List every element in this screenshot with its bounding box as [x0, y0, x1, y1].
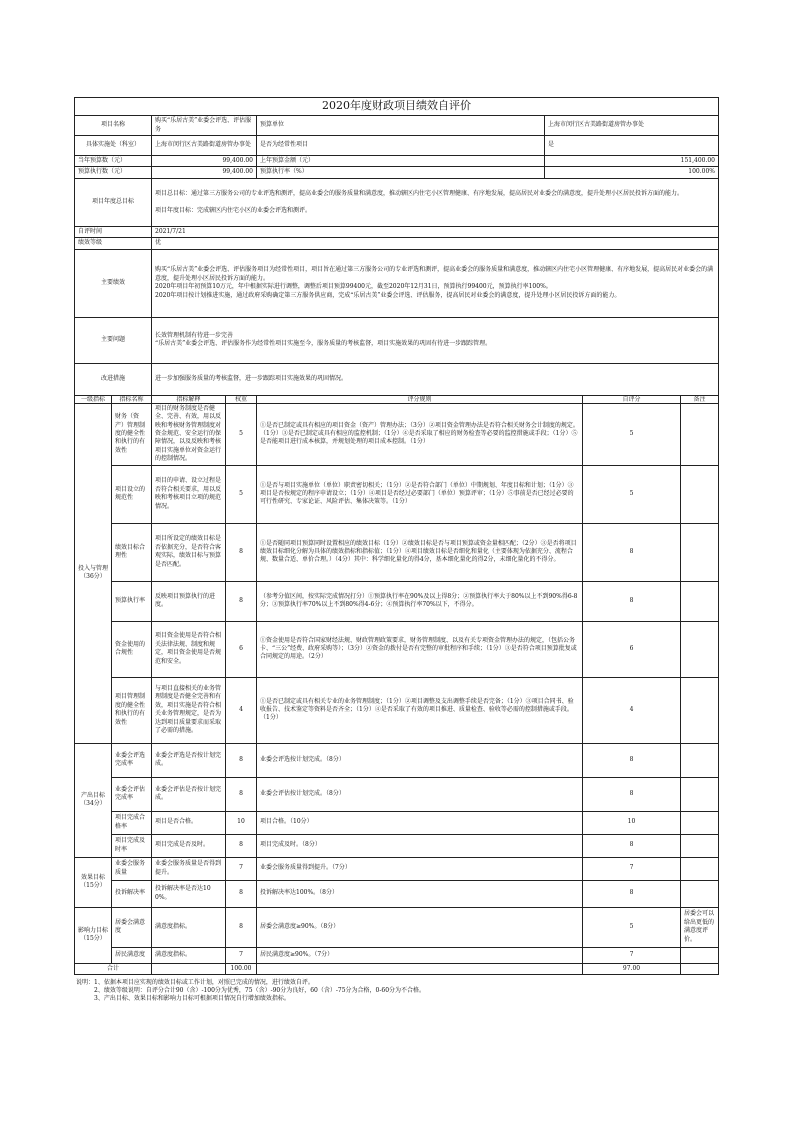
indicator-explain: 与项目直接相关的业务管理制度是否健全完善和有效，项目实施是否符合相关业务管理规定，是否为达到项目质量要求而采取了必需的措施。 — [152, 677, 226, 743]
indicator-score: 8 — [583, 880, 681, 907]
indicator-row — [75, 834, 719, 857]
indicator-row — [75, 743, 719, 777]
total-row — [75, 963, 719, 974]
header-level1: 一级指标 — [75, 395, 112, 403]
indicator-weight: 5 — [226, 403, 257, 465]
indicator-note — [681, 777, 719, 811]
indicator-score: 7 — [583, 947, 681, 963]
indicator-weight: 8 — [226, 581, 257, 621]
header-indicator: 指标名称 — [112, 395, 152, 403]
grade-value: 优 — [152, 238, 719, 249]
group-label-effect: 效果目标 （15分） — [75, 857, 112, 907]
indicator-name: 业委会评选完成率 — [112, 743, 152, 777]
indicator-row — [75, 811, 719, 834]
impl-dept-label: 具体实施处（科室） — [75, 136, 152, 156]
indicator-note — [681, 743, 719, 777]
indicator-rule: ①是否已制定或具有相应的项目资金（资产）管理办法；（3分）②项目资金管理办法是否符合相关财务会计制度的规定。（1分）③是否已制定或具有相应的监控机制；（1分）④是否采取了相应的财务检查等必要的监控措施或手段；（1分）⑤是否能项目进行成本核算，并规划处理的项目成本控制。（1分） — [257, 403, 583, 465]
indicator-weight: 10 — [226, 811, 257, 834]
eval-time-label: 自评时间 — [75, 226, 152, 237]
indicator-note — [681, 523, 719, 581]
indicator-rule: （参考分值区间，按实际完成情况打分）①预算执行率在90%及以上得8分；②预算执行率大于80%以上不到90%得6-8分；③预算执行率70%以上不到80%得4-6分；④预算执行率70%以下，不得分。 — [257, 581, 583, 621]
indicator-weight: 7 — [226, 947, 257, 963]
budget-last-label: 上年预算金额（元） — [257, 156, 545, 167]
evaluation-table — [74, 97, 719, 975]
indicator-note — [681, 811, 719, 834]
footnotes — [74, 979, 718, 1003]
total-note-blank — [681, 963, 719, 974]
indicator-rule: 业委会服务质量得到提升。（7分） — [257, 857, 583, 880]
indicator-weight: 8 — [226, 834, 257, 857]
footnote-line: 3、产出目标、效果目标和影响力目标可根据项目情况自行增加绩效指标。 — [76, 995, 290, 1003]
header-rule: 评分规则 — [257, 395, 583, 403]
indicator-name: 资金使用的合规性 — [112, 621, 152, 677]
indicator-score: 6 — [583, 621, 681, 677]
header-explain: 指标解释 — [152, 395, 226, 403]
footnote-line: 说明：1、依据本项目应实现的绩效目标或工作计划，对照已完成的情况，进行绩效自评。 — [76, 979, 314, 987]
exec-amount-label: 预算执行数（元） — [75, 167, 152, 178]
indicator-rule: 业委会评选按计划完成。（8分） — [257, 743, 583, 777]
indicator-note — [681, 834, 719, 857]
indicator-note — [681, 857, 719, 880]
indicator-name: 财务（资产）管理制度的健全性和执行的有效性 — [112, 403, 152, 465]
indicator-score: 8 — [583, 523, 681, 581]
indicator-rule: ①资金使用是否符合国家财经法规、财政管理政策要求，财务管理制度、以及有关专项资金管理办法的规定，（包括公务卡、“三公”经费、政府采购等）；（3分）②资金的拨付是否有完整的审批程序和手续；（1分）③是否符合项目预算批复或合同规定的用途。（2分） — [257, 621, 583, 677]
indicator-row — [75, 581, 719, 621]
indicator-row — [75, 880, 719, 907]
perf-label: 主要绩效 — [75, 249, 152, 317]
indicator-explain: 项目资金使用是否符合相关法律法规、制度和规定，项目资金使用是否规范和安全。 — [152, 621, 226, 677]
indicator-explain: 项目完成是否及时。 — [152, 834, 226, 857]
indicator-note — [681, 581, 719, 621]
indicator-score: 8 — [583, 743, 681, 777]
indicator-weight: 8 — [226, 777, 257, 811]
group-label-input: 投入与管理 （36分） — [75, 403, 112, 743]
indicator-explain: 反映项目预算执行的进度。 — [152, 581, 226, 621]
total-label: 合计 — [75, 963, 152, 974]
exec-amount: 99,400.00 — [152, 167, 257, 178]
group-label-impact: 影响力目标 （15分） — [75, 907, 112, 963]
indicator-explain: 业委会服务质量是否得到提升。 — [152, 857, 226, 880]
indicator-weight: 5 — [226, 465, 257, 523]
indicator-score: 7 — [583, 857, 681, 880]
indicator-explain: 项目是否合格。 — [152, 811, 226, 834]
indicator-weight: 6 — [226, 621, 257, 677]
exec-rate-label: 预算执行率（%） — [257, 167, 545, 178]
indicator-weight: 7 — [226, 857, 257, 880]
indicator-row — [75, 857, 719, 880]
indicator-note — [681, 880, 719, 907]
indicator-header-row — [75, 395, 719, 403]
indicator-rule: 居民满意度≥90%。（7分） — [257, 947, 583, 963]
indicator-score: 4 — [583, 677, 681, 743]
indicator-note — [681, 677, 719, 743]
indicator-explain: 业委会评估是否按计划完成。 — [152, 777, 226, 811]
indicator-row — [75, 403, 719, 465]
grade-label: 绩效等级 — [75, 238, 152, 249]
indicator-score: 5 — [583, 907, 681, 947]
indicator-name: 绩效目标合理性 — [112, 523, 152, 581]
indicator-name: 项目完成合格率 — [112, 811, 152, 834]
indicator-row — [75, 907, 719, 947]
indicator-note — [681, 465, 719, 523]
header-weight: 权重 — [226, 395, 257, 403]
indicator-rule: 项目合格。（10分） — [257, 811, 583, 834]
indicator-name: 项目设立的规范性 — [112, 465, 152, 523]
indicator-explain: 业委会评选是否按计划完成。 — [152, 743, 226, 777]
measure-label: 改进措施 — [75, 363, 152, 395]
eval-time: 2021/7/21 — [152, 226, 719, 237]
indicator-name: 居委会满意度 — [112, 907, 152, 947]
goal-label: 项目年度总目标 — [75, 178, 152, 226]
total-blank — [152, 963, 226, 974]
indicator-name: 项目管理制度的健全性和执行的有效性 — [112, 677, 152, 743]
indicator-score: 8 — [583, 581, 681, 621]
indicator-weight: 8 — [226, 907, 257, 947]
indicator-score: 5 — [583, 465, 681, 523]
recurring-value: 是 — [545, 136, 719, 156]
page-title: 2020年度财政项目绩效自评价 — [75, 98, 719, 116]
indicator-weight: 8 — [226, 743, 257, 777]
indicator-name: 业委会评估完成率 — [112, 777, 152, 811]
project-name: 购买“乐居古美”业委会评选、评估服务 — [152, 116, 257, 136]
indicator-name: 居民满意度 — [112, 947, 152, 963]
budget-year-label: 当年预算数（元） — [75, 156, 152, 167]
indicator-note: 居委会可以给出更低的满意度评价。 — [681, 907, 719, 947]
indicator-rule: ①是否与项目实施单位（单位）职责密切相关；（1分）②是否符合部门（单位）中期规划、年度目标和计划；（1分）③项目是否按规定的程序申请设立；（1分）④项目是否经过必要部门（单位）预算评审；（1分）⑤事前是否已经过必要的可行性研究、专家论证、风险评估、集体决策等。（1分） — [257, 465, 583, 523]
indicator-weight: 4 — [226, 677, 257, 743]
indicator-weight: 8 — [226, 523, 257, 581]
indicator-score: 8 — [583, 777, 681, 811]
indicator-row — [75, 947, 719, 963]
header-score: 自评分 — [583, 395, 681, 403]
indicator-explain: 满意度指标。 — [152, 907, 226, 947]
budget-unit: 上海市闵行区古美路街道房管办事处 — [545, 116, 719, 136]
indicator-explain: 满意度指标。 — [152, 947, 226, 963]
total-weight: 100.00 — [226, 963, 257, 974]
indicator-explain: 投诉解决率是否达100%。 — [152, 880, 226, 907]
header-note: 备注 — [681, 395, 719, 403]
indicator-rule: 居委会满意度≥90%。（8分） — [257, 907, 583, 947]
recurring-label: 是否为经常性项目 — [257, 136, 545, 156]
indicator-score: 8 — [583, 834, 681, 857]
indicator-score: 10 — [583, 811, 681, 834]
budget-year: 99,400.00 — [152, 156, 257, 167]
total-rule-blank — [257, 963, 583, 974]
indicator-rule: 投诉解决率达100%。（8分） — [257, 880, 583, 907]
indicator-note — [681, 621, 719, 677]
indicator-rule: ①是否随同项目预算同时设置相应的绩效目标（1分）②绩效目标是否与项目预算或资金量相匹配；（2分）③是否将项目绩效目标细化分解为具体的绩效指标和指标值；（1分）④项目绩效目标是否细化和量化（主要体现为依据充分、流程合规、数量合适、单价合理。）（4分）其中：科学细化量化的得4分，基本细化量化的得2分，未细化量化的不得分。 — [257, 523, 583, 581]
indicator-rule: ①是否已制定或具有相关专业的业务管理制度；（1分）②项目调整及支出调整手续是否完备；（1分）③项目合同书、验收报告、技术鉴定等资料是否齐全；（1分）④是否采取了有效的项目推进、质量检查、验收等必需的控制措施或手段。（1分） — [257, 677, 583, 743]
indicator-name: 项目完成及时率 — [112, 834, 152, 857]
indicator-rule: 项目完成及时。（8分） — [257, 834, 583, 857]
perf-text: 购买“乐居古美”业委会评选、评估服务项目为经常性项目，项目旨在通过第三方服务公司的专业评选和测评，提高业委会的服务质量和满意度，推动辖区内住宅小区管理健康、有序地发展，提高居民对业委会的满意度，提升处理小区居民投诉方面的能力。 2020年项目年初预算10万元，年中根据实际进行调整，调整后项目预算99400元，截至2020年12月31日，预算执行99400元，预算执行率100%。 2020年项目按计划推进实施，通过政府采购确定第三方服务供应商，完成“乐居古美”业委会评选、评估服务，提高居民对业委会的满意度，提升处理小区居民投诉方面的能力。 — [152, 249, 719, 317]
footnote-line: 2、绩效等级说明：自评分合计90（含）-100分为优秀，75（含）-90分为良好，60（含）-75分为合格，0-60分为不合格。 — [76, 987, 426, 995]
indicator-row — [75, 777, 719, 811]
indicator-name: 预算执行率 — [112, 581, 152, 621]
indicator-explain: 项目的财务制度是否健全、完善、有效，用以反映和考核财务管理制度对资金规范、安全运行的保障情况，以及反映和考核项目实施单位对资金运行的控制情况。 — [152, 403, 226, 465]
indicator-row — [75, 523, 719, 581]
total-score: 97.00 — [583, 963, 681, 974]
indicator-row — [75, 621, 719, 677]
project-name-label: 项目名称 — [75, 116, 152, 136]
issue-text: 长效管理机制有待进一步完善 “乐居古美”业委会评选、评估服务作为经常性项目实施至今，服务质量的考核监督，项目实施效果的巩固有待进一步跟踪管理。 — [152, 317, 719, 363]
indicator-explain: 项目所设定的绩效目标是否依据充分，是否符合客观实际，绩效目标与预算是否匹配。 — [152, 523, 226, 581]
evaluation-sheet — [74, 97, 718, 1003]
indicator-name: 业委会服务质量 — [112, 857, 152, 880]
exec-rate: 100.00% — [545, 167, 719, 178]
goal-text: 项目总目标：通过第三方服务公司的专业评选和测评，提高业委会的服务质量和满意度，推动辖区内住宅小区管理健康、有序地发展，提高居民对业委会的满意度，提升处理小区居民投诉方面的能力。 项目年度目标：完成辖区内住宅小区的业委会评选和测评。 — [152, 178, 719, 226]
indicator-row — [75, 677, 719, 743]
budget-unit-label: 预算单位 — [257, 116, 545, 136]
impl-dept: 上海市闵行区古美路街道房管办事处 — [152, 136, 257, 156]
indicator-explain: 项目的申请、设立过程是否符合相关要求，用以反映和考核项目立项的规范情况。 — [152, 465, 226, 523]
issue-label: 主要问题 — [75, 317, 152, 363]
indicator-note — [681, 947, 719, 963]
indicator-score: 5 — [583, 403, 681, 465]
indicator-weight: 8 — [226, 880, 257, 907]
measure-text: 进一步加强服务质量的考核监督，进一步跟踪项目实施效果的巩固情况。 — [152, 363, 719, 395]
indicator-rule: 业委会评估按计划完成。（8分） — [257, 777, 583, 811]
indicator-note — [681, 403, 719, 465]
indicator-row — [75, 465, 719, 523]
indicator-name: 投诉解决率 — [112, 880, 152, 907]
group-label-output: 产出目标 （34分） — [75, 743, 112, 857]
budget-last: 151,400.00 — [545, 156, 719, 167]
